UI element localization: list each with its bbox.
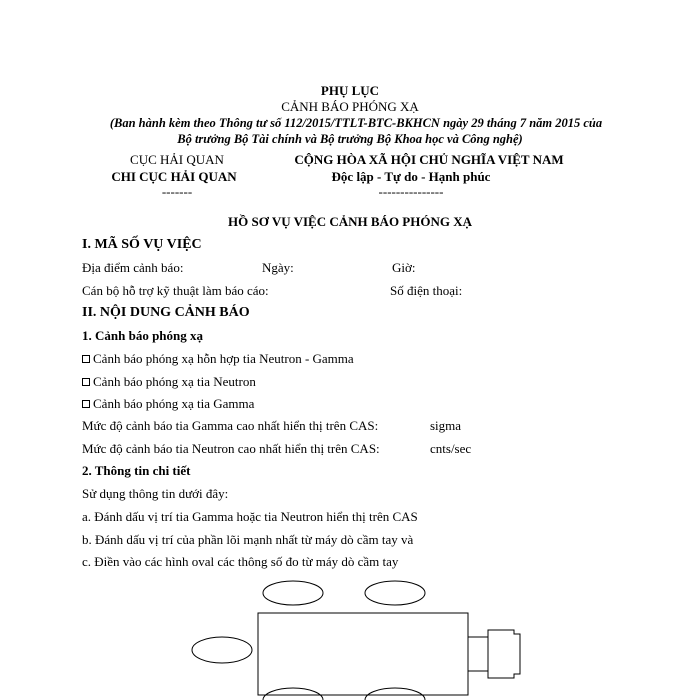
nation-motto: Độc lập - Tự do - Hạnh phúc: [331, 169, 491, 184]
subsection-2-heading: 2. Thông tin chi tiết: [82, 463, 191, 478]
instruction-c: c. Điền vào các hình oval các thông số đo từ máy dò cầm tay: [82, 554, 399, 569]
sub-agency-name: CHI CỤC HẢI QUAN: [111, 169, 237, 184]
reading-oval-left[interactable]: [192, 637, 252, 663]
document-title: HỒ SƠ VỤ VIỆC CẢNH BÁO PHÓNG XẠ: [227, 214, 473, 229]
officer-label: Cán bộ hỗ trợ kỹ thuật làm báo cáo:: [82, 283, 269, 298]
option-gamma-label: Cảnh báo phóng xạ tia Gamma: [93, 396, 255, 411]
gamma-unit: sigma: [430, 418, 462, 433]
neutron-unit: cnts/sec: [430, 441, 472, 456]
issuance-note-line2: Bộ trưởng Bộ Tài chính và Bộ trưởng Bộ Khoa học và Công nghệ): [177, 132, 523, 146]
appendix-title: PHỤ LỤC: [320, 83, 380, 98]
nation-separator: ---------------: [378, 184, 444, 199]
reading-oval-top-left[interactable]: [263, 581, 323, 605]
truck-cab-outline: [488, 630, 520, 678]
time-label: Giờ:: [392, 260, 416, 275]
location-label: Địa điểm cảnh báo:: [82, 260, 184, 275]
instructions-intro: Sử dụng thông tin dưới đây:: [82, 486, 229, 501]
option-mixed-label: Cảnh báo phóng xạ hỗn hợp tia Neutron - Gamma: [93, 351, 354, 366]
truck-container-outline: [258, 613, 468, 695]
subsection-1-heading: 1. Cảnh báo phóng xạ: [82, 328, 204, 343]
section-1-heading: I. MÃ SỐ VỤ VIỆC: [82, 237, 202, 252]
phone-label: Số điện thoại:: [390, 283, 463, 298]
reading-oval-bottom-right[interactable]: [365, 688, 425, 700]
instruction-b: b. Đánh dấu vị trí của phần lõi mạnh nhất từ máy dò cầm tay và: [82, 532, 414, 547]
truck-coupling-outline: [468, 637, 488, 671]
date-label: Ngày:: [262, 260, 294, 275]
option-neutron-label: Cảnh báo phóng xạ tia Neutron: [93, 374, 256, 389]
appendix-subtitle: CẢNH BÁO PHÓNG XẠ: [281, 99, 419, 114]
reading-oval-bottom-left[interactable]: [263, 688, 323, 700]
instruction-a: a. Đánh dấu vị trí tia Gamma hoặc tia Neutron hiển thị trên CAS: [82, 509, 418, 524]
section-2-heading: II. NỘI DUNG CẢNH BÁO: [82, 305, 250, 320]
agency-name: CỤC HẢI QUAN: [130, 152, 224, 167]
agency-separator: -------: [161, 184, 193, 199]
nation-name: CỘNG HÒA XÃ HỘI CHỦ NGHĨA VIỆT NAM: [294, 152, 564, 167]
reading-oval-top-right[interactable]: [365, 581, 425, 605]
neutron-level-label: Mức độ cảnh báo tia Neutron cao nhất hiển thị trên CAS:: [82, 441, 380, 456]
issuance-note-line1: (Ban hành kèm theo Thông tư số 112/2015/TTLT-BTC-BKHCN ngày 29 tháng 7 năm 2015 của: [109, 116, 603, 130]
gamma-level-label: Mức độ cảnh báo tia Gamma cao nhất hiển thị trên CAS:: [82, 418, 379, 433]
